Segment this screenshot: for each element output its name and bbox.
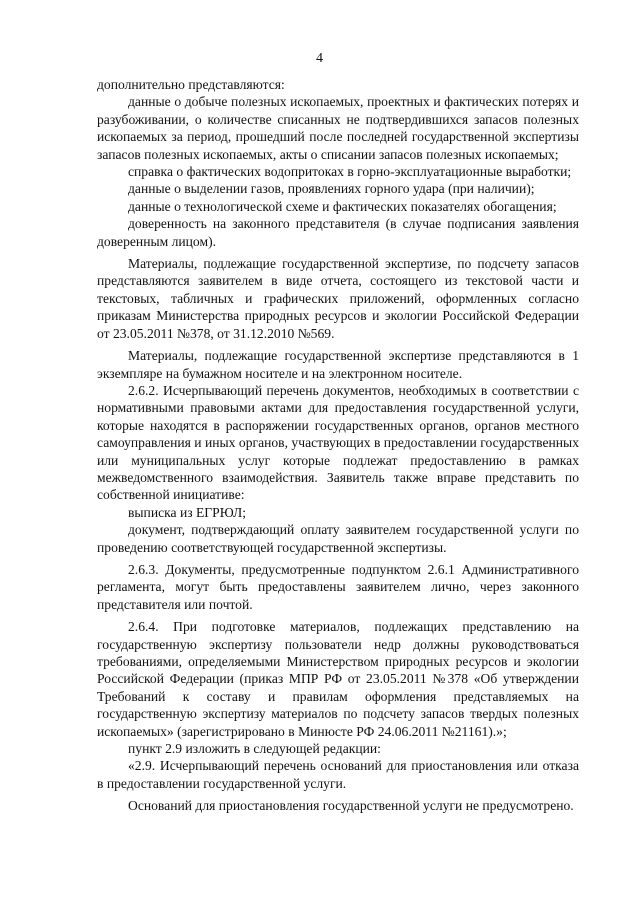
paragraph: данные о выделении газов, проявлениях горного удара (при наличии); (128, 181, 535, 197)
paragraph: документ, подтверждающий оплату заявителем государственной услуги по проведению соответствующей государственной экспертизы. (97, 522, 579, 555)
paragraph: дополнительно представляются: (97, 77, 285, 92)
paragraph: 2.6.2. Исчерпывающий перечень документов, необходимых в соответствии с нормативными правовыми актами для предоставления государственной услуги, которые находятся в распоряжении государственных органов, органов местного самоуправления и иных органов, участвующих в предоставлении государственных или муниципальных услуг которые подлежат предоставлению в рамках межведомственного взаимодействия. Заявитель также вправе представить по собственной инициативе: (97, 382, 579, 503)
document-body (97, 76, 579, 815)
paragraph: справка о фактических водопритоках в горно-эксплуатационные выработки; (128, 164, 572, 180)
paragraph: выписка из ЕГРЮЛ; (128, 504, 247, 520)
paragraph: 2.6.4. При подготовке материалов, подлежащих представлению на государственную экспертизу пользователи недр должны руководствоваться требованиями, определяемыми Министерством природных ресурсов и экологии Российской Федерации (приказ МПР РФ от 23.05.2011 №378 «Об утверждении Требований к составу и правилам оформления представляемых на государственную экспертизу материалов по подсчету запасов твердых полезных ископаемых» (зарегистрировано в Минюсте РФ 24.06.2011 №21161).»; (97, 619, 579, 739)
paragraph: 2.6.3. Документы, предусмотренные подпунктом 2.6.1 Административного регламента, могут быть предоставлены заявителем лично, через законного представителя или почтой. (97, 561, 579, 612)
paragraph: Материалы, подлежащие государственной экспертизе, по подсчету запасов представляются заявителем в виде отчета, состоящего из текстовой части и текстовых, табличных и графических приложений, оформленных согласно приказам Министерства природных ресурсов и экологии Российской Федерации от 23.05.2011 №378, от 31.12.2010 №569. (97, 256, 579, 341)
paragraph: данные о добыче полезных ископаемых, проектных и фактических потерях и разубоживании, о количестве списанных не подтвердившихся запасов полезных ископаемых за период, прошедший после последней государственной экспертизы запасов полезных ископаемых, акты о списании запасов полезных ископаемых; (97, 94, 579, 162)
page-number: 4 (316, 51, 323, 66)
paragraph: данные о технологической схеме и фактических показателях обогащения; (128, 198, 557, 214)
paragraph: «2.9. Исчерпывающий перечень оснований для приостановления или отказа в предоставлении государственной услуги. (97, 758, 579, 791)
paragraph: пункт 2.9 изложить в следующей редакции: (128, 741, 381, 757)
paragraph: Оснований для приостановления государственной услуги не предусмотрено. (128, 798, 574, 814)
paragraph: доверенность на законного представителя (в случае подписания заявления доверенным лицом). (97, 216, 579, 249)
paragraph: Материалы, подлежащие государственной экспертизе представляются в 1 экземпляре на бумажном носителе и на электронном носителе. (97, 348, 579, 381)
